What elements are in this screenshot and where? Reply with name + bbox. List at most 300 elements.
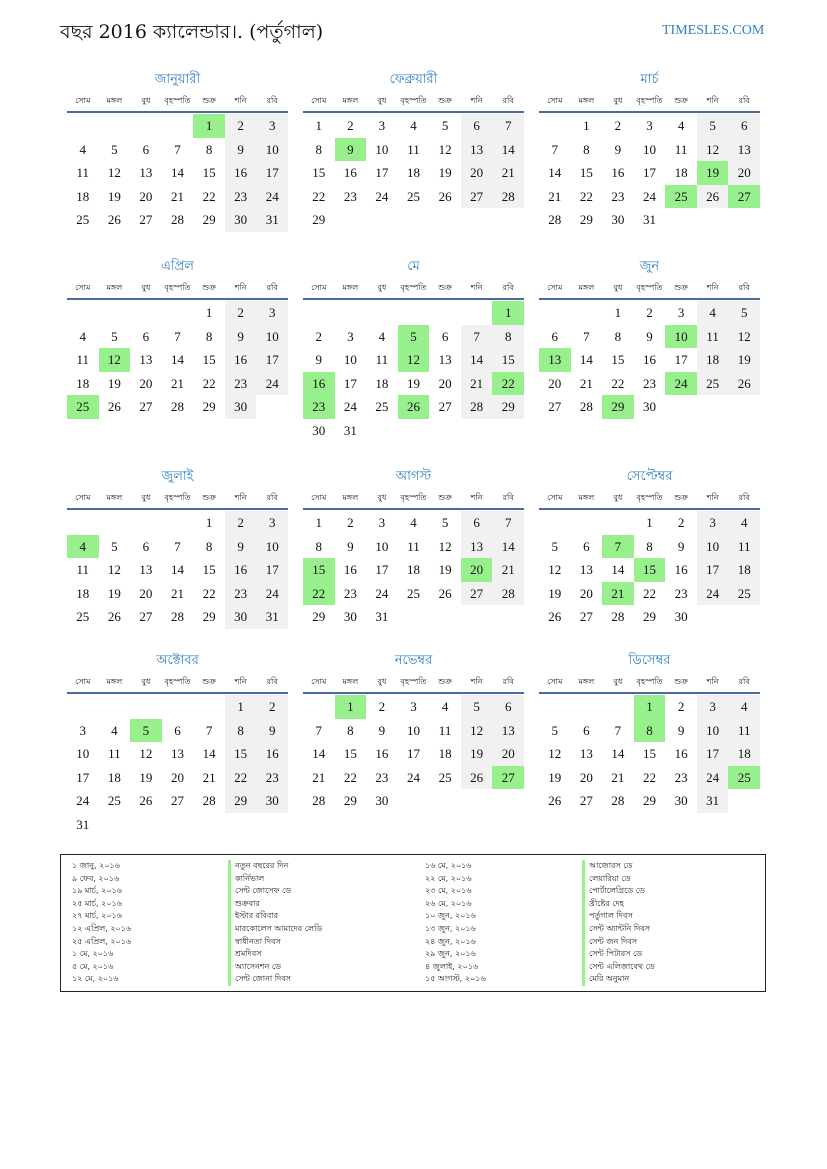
day-cell[interactable]: 12 xyxy=(99,348,131,372)
day-cell[interactable]: 9 xyxy=(347,538,354,554)
day-cell[interactable]: 13 xyxy=(438,352,452,367)
day-cell[interactable]: 15 xyxy=(579,165,593,180)
day-cell[interactable]: 23 xyxy=(674,585,688,601)
day-cell[interactable]: 15 xyxy=(202,352,216,367)
day-cell[interactable]: 18 xyxy=(107,769,121,785)
day-cell[interactable]: 16 xyxy=(674,562,688,577)
day-cell[interactable]: 4 xyxy=(111,722,118,738)
day-cell[interactable]: 6 xyxy=(441,328,449,344)
day-cell[interactable]: 5 xyxy=(111,538,118,554)
day-cell[interactable]: 23 xyxy=(225,372,257,396)
day-cell[interactable]: 27 xyxy=(139,212,153,227)
day-cell[interactable]: 25 xyxy=(406,585,420,601)
brand-link[interactable]: TIMESLES.COM xyxy=(662,23,765,38)
day-cell[interactable]: 13 xyxy=(461,535,493,559)
day-cell[interactable]: 10 xyxy=(256,138,288,162)
day-cell[interactable]: 26 xyxy=(107,212,121,227)
day-cell[interactable]: 11 xyxy=(76,352,90,367)
day-cell[interactable]: 27 xyxy=(492,766,524,790)
day-cell[interactable]: 20 xyxy=(492,742,524,766)
day-cell[interactable]: 25 xyxy=(728,766,760,790)
day-cell[interactable]: 12 xyxy=(461,719,493,743)
day-cell[interactable]: 5 xyxy=(441,515,449,530)
day-cell[interactable]: 22 xyxy=(611,375,625,391)
day-cell[interactable]: 18 xyxy=(375,375,389,391)
day-cell[interactable]: 15 xyxy=(492,348,524,372)
day-cell[interactable]: 4 xyxy=(728,511,760,535)
day-cell[interactable]: 13 xyxy=(139,562,153,577)
day-cell[interactable]: 4 xyxy=(677,118,685,133)
day-cell[interactable]: 4 xyxy=(441,699,449,714)
day-cell[interactable]: 19 xyxy=(107,375,121,391)
day-cell[interactable]: 13 xyxy=(139,352,153,367)
day-cell[interactable]: 3 xyxy=(378,118,386,133)
day-cell[interactable]: 20 xyxy=(139,585,153,601)
day-cell[interactable]: 12 xyxy=(107,562,121,577)
day-cell[interactable]: 19 xyxy=(697,161,729,185)
day-cell[interactable]: 13 xyxy=(539,348,571,372)
day-cell[interactable]: 20 xyxy=(139,375,153,391)
day-cell[interactable]: 15 xyxy=(202,165,216,180)
day-cell[interactable]: 22 xyxy=(492,372,524,396)
day-cell[interactable]: 11 xyxy=(438,722,452,738)
day-cell[interactable]: 24 xyxy=(665,372,697,396)
day-cell[interactable]: 21 xyxy=(170,585,184,601)
day-cell[interactable]: 2 xyxy=(677,515,685,530)
day-cell[interactable]: 25 xyxy=(665,185,697,209)
day-cell[interactable]: 5 xyxy=(728,301,760,325)
day-cell[interactable]: 24 xyxy=(256,185,288,209)
day-cell[interactable]: 16 xyxy=(674,746,688,761)
day-cell[interactable]: 29 xyxy=(202,399,216,414)
day-cell[interactable]: 5 xyxy=(398,325,430,349)
day-cell[interactable]: 1 xyxy=(646,515,653,530)
day-cell[interactable]: 9 xyxy=(646,328,653,344)
day-cell[interactable]: 2 xyxy=(225,301,257,325)
day-cell[interactable]: 25 xyxy=(697,372,729,396)
day-cell[interactable]: 7 xyxy=(551,141,559,157)
day-cell[interactable]: 6 xyxy=(142,141,150,157)
day-cell[interactable]: 28 xyxy=(548,212,562,227)
day-cell[interactable]: 26 xyxy=(548,609,562,624)
day-cell[interactable]: 3 xyxy=(256,301,288,325)
day-cell[interactable]: 11 xyxy=(674,141,688,157)
day-cell[interactable]: 17 xyxy=(375,562,389,577)
day-cell[interactable]: 7 xyxy=(174,538,181,554)
day-cell[interactable]: 1 xyxy=(492,301,524,325)
day-cell[interactable]: 11 xyxy=(108,746,121,761)
day-cell[interactable]: 29 xyxy=(642,609,656,624)
day-cell[interactable]: 19 xyxy=(728,348,760,372)
day-cell[interactable]: 29 xyxy=(602,395,634,419)
day-cell[interactable]: 2 xyxy=(256,695,288,719)
day-cell[interactable]: 3 xyxy=(256,114,288,138)
day-cell[interactable]: 20 xyxy=(139,188,153,204)
day-cell[interactable]: 9 xyxy=(677,722,685,738)
day-cell[interactable]: 16 xyxy=(256,742,288,766)
day-cell[interactable]: 23 xyxy=(343,188,357,204)
day-cell[interactable]: 6 xyxy=(142,328,150,344)
day-cell[interactable]: 8 xyxy=(205,141,213,157)
day-cell[interactable]: 19 xyxy=(107,585,121,601)
day-cell[interactable]: 16 xyxy=(343,562,357,577)
day-cell[interactable]: 14 xyxy=(548,165,562,180)
day-cell[interactable]: 15 xyxy=(202,562,216,577)
day-cell[interactable]: 28 xyxy=(611,609,625,624)
day-cell[interactable]: 17 xyxy=(256,348,288,372)
day-cell[interactable]: 7 xyxy=(461,325,493,349)
day-cell[interactable]: 7 xyxy=(614,722,622,738)
day-cell[interactable]: 2 xyxy=(347,515,354,530)
day-cell[interactable]: 21 xyxy=(611,769,625,785)
day-cell[interactable]: 9 xyxy=(315,352,323,367)
day-cell[interactable]: 21 xyxy=(579,375,593,391)
day-cell[interactable]: 8 xyxy=(315,141,323,157)
day-cell[interactable]: 14 xyxy=(170,352,184,367)
day-cell[interactable]: 19 xyxy=(548,769,562,785)
day-cell[interactable]: 31 xyxy=(697,789,729,813)
day-cell[interactable]: 28 xyxy=(170,609,184,624)
day-cell[interactable]: 10 xyxy=(256,535,288,559)
day-cell[interactable]: 1 xyxy=(634,695,666,719)
day-cell[interactable]: 4 xyxy=(697,301,729,325)
day-cell[interactable]: 4 xyxy=(728,695,760,719)
day-cell[interactable]: 13 xyxy=(492,719,524,743)
day-cell[interactable]: 9 xyxy=(256,719,288,743)
day-cell[interactable]: 12 xyxy=(548,746,562,761)
day-cell[interactable]: 4 xyxy=(378,328,386,344)
day-cell[interactable]: 30 xyxy=(642,399,656,414)
day-cell[interactable]: 20 xyxy=(728,161,760,185)
day-cell[interactable]: 17 xyxy=(697,742,729,766)
day-cell[interactable]: 9 xyxy=(335,138,367,162)
day-cell[interactable]: 27 xyxy=(579,609,593,624)
day-cell[interactable]: 7 xyxy=(315,722,323,738)
day-cell[interactable]: 18 xyxy=(76,375,90,391)
day-cell[interactable]: 30 xyxy=(375,793,389,808)
day-cell[interactable]: 19 xyxy=(107,188,121,204)
day-cell[interactable]: 28 xyxy=(492,582,524,606)
day-cell[interactable]: 17 xyxy=(256,558,288,582)
day-cell[interactable]: 17 xyxy=(697,558,729,582)
day-cell[interactable]: 24 xyxy=(343,399,357,414)
day-cell[interactable]: 22 xyxy=(303,582,335,606)
day-cell[interactable]: 21 xyxy=(312,769,326,785)
day-cell[interactable]: 27 xyxy=(461,582,493,606)
day-cell[interactable]: 11 xyxy=(76,562,90,577)
day-cell[interactable]: 8 xyxy=(225,719,257,743)
day-cell[interactable]: 12 xyxy=(398,348,430,372)
day-cell[interactable]: 22 xyxy=(202,188,216,204)
day-cell[interactable]: 8 xyxy=(614,328,622,344)
day-cell[interactable]: 16 xyxy=(343,165,357,180)
day-cell[interactable]: 23 xyxy=(256,766,288,790)
day-cell[interactable]: 10 xyxy=(375,538,389,554)
day-cell[interactable]: 6 xyxy=(492,695,524,719)
day-cell[interactable]: 10 xyxy=(375,141,389,157)
day-cell[interactable]: 26 xyxy=(107,609,121,624)
day-cell[interactable]: 22 xyxy=(642,585,656,601)
day-cell[interactable]: 1 xyxy=(335,695,367,719)
day-cell[interactable]: 28 xyxy=(170,212,184,227)
day-cell[interactable]: 1 xyxy=(205,305,213,320)
day-cell[interactable]: 26 xyxy=(461,766,493,790)
day-cell[interactable]: 29 xyxy=(312,212,326,227)
day-cell[interactable]: 3 xyxy=(697,695,729,719)
day-cell[interactable]: 26 xyxy=(438,188,452,204)
day-cell[interactable]: 3 xyxy=(646,118,653,133)
day-cell[interactable]: 6 xyxy=(174,722,181,738)
day-cell[interactable]: 7 xyxy=(205,722,213,738)
day-cell[interactable]: 1 xyxy=(205,515,213,530)
day-cell[interactable]: 26 xyxy=(398,395,430,419)
day-cell[interactable]: 3 xyxy=(256,511,288,535)
day-cell[interactable]: 11 xyxy=(407,538,420,554)
day-cell[interactable]: 3 xyxy=(378,515,386,530)
day-cell[interactable]: 16 xyxy=(642,352,656,367)
day-cell[interactable]: 10 xyxy=(697,535,729,559)
day-cell[interactable]: 26 xyxy=(728,372,760,396)
day-cell[interactable]: 8 xyxy=(646,538,653,554)
day-cell[interactable]: 21 xyxy=(492,161,524,185)
day-cell[interactable]: 23 xyxy=(225,185,257,209)
day-cell[interactable]: 5 xyxy=(461,695,493,719)
day-cell[interactable]: 7 xyxy=(492,114,524,138)
day-cell[interactable]: 30 xyxy=(674,609,688,624)
day-cell[interactable]: 7 xyxy=(174,328,181,344)
day-cell[interactable]: 5 xyxy=(111,141,118,157)
day-cell[interactable]: 8 xyxy=(205,328,213,344)
day-cell[interactable]: 15 xyxy=(312,165,326,180)
day-cell[interactable]: 4 xyxy=(79,328,87,344)
day-cell[interactable]: 30 xyxy=(225,605,257,629)
day-cell[interactable]: 3 xyxy=(697,511,729,535)
day-cell[interactable]: 30 xyxy=(343,609,357,624)
day-cell[interactable]: 30 xyxy=(611,212,625,227)
day-cell[interactable]: 27 xyxy=(728,185,760,209)
day-cell[interactable]: 21 xyxy=(492,558,524,582)
day-cell[interactable]: 29 xyxy=(343,793,357,808)
day-cell[interactable]: 23 xyxy=(611,188,625,204)
day-cell[interactable]: 12 xyxy=(728,325,760,349)
day-cell[interactable]: 22 xyxy=(202,375,216,391)
day-cell[interactable]: 2 xyxy=(677,699,685,714)
day-cell[interactable]: 1 xyxy=(193,114,225,138)
day-cell[interactable]: 31 xyxy=(375,609,389,624)
day-cell[interactable]: 17 xyxy=(76,769,90,785)
day-cell[interactable]: 29 xyxy=(312,609,326,624)
day-cell[interactable]: 28 xyxy=(312,793,326,808)
day-cell[interactable]: 28 xyxy=(170,399,184,414)
day-cell[interactable]: 1 xyxy=(315,118,323,133)
day-cell[interactable]: 6 xyxy=(583,722,590,738)
day-cell[interactable]: 19 xyxy=(438,562,452,577)
day-cell[interactable]: 28 xyxy=(611,793,625,808)
day-cell[interactable]: 13 xyxy=(579,746,593,761)
day-cell[interactable]: 2 xyxy=(225,511,257,535)
day-cell[interactable]: 5 xyxy=(441,118,449,133)
day-cell[interactable]: 10 xyxy=(697,719,729,743)
day-cell[interactable]: 20 xyxy=(170,769,184,785)
day-cell[interactable]: 25 xyxy=(76,212,90,227)
day-cell[interactable]: 17 xyxy=(256,161,288,185)
day-cell[interactable]: 28 xyxy=(492,185,524,209)
day-cell[interactable]: 17 xyxy=(343,375,357,391)
day-cell[interactable]: 12 xyxy=(139,746,153,761)
day-cell[interactable]: 24 xyxy=(697,582,729,606)
day-cell[interactable]: 23 xyxy=(375,769,389,785)
day-cell[interactable]: 2 xyxy=(347,118,354,133)
day-cell[interactable]: 24 xyxy=(375,585,389,601)
day-cell[interactable]: 26 xyxy=(438,585,452,601)
day-cell[interactable]: 30 xyxy=(674,793,688,808)
day-cell[interactable]: 5 xyxy=(551,722,559,738)
day-cell[interactable]: 9 xyxy=(225,325,257,349)
day-cell[interactable]: 8 xyxy=(315,538,323,554)
day-cell[interactable]: 31 xyxy=(256,605,288,629)
day-cell[interactable]: 18 xyxy=(674,165,688,180)
day-cell[interactable]: 10 xyxy=(665,325,697,349)
day-cell[interactable]: 21 xyxy=(548,188,562,204)
day-cell[interactable]: 22 xyxy=(312,188,326,204)
day-cell[interactable]: 10 xyxy=(256,325,288,349)
day-cell[interactable]: 29 xyxy=(202,212,216,227)
day-cell[interactable]: 16 xyxy=(375,746,389,761)
day-cell[interactable]: 24 xyxy=(406,769,420,785)
day-cell[interactable]: 14 xyxy=(611,746,625,761)
day-cell[interactable]: 19 xyxy=(461,742,493,766)
day-cell[interactable]: 15 xyxy=(343,746,357,761)
day-cell[interactable]: 31 xyxy=(76,816,90,832)
day-cell[interactable]: 25 xyxy=(76,609,90,624)
day-cell[interactable]: 17 xyxy=(674,352,688,367)
day-cell[interactable]: 29 xyxy=(492,395,524,419)
day-cell[interactable]: 7 xyxy=(602,535,634,559)
day-cell[interactable]: 14 xyxy=(312,746,326,761)
day-cell[interactable]: 5 xyxy=(130,719,162,743)
day-cell[interactable]: 27 xyxy=(170,793,184,808)
day-cell[interactable]: 25 xyxy=(375,399,389,414)
day-cell[interactable]: 10 xyxy=(76,746,90,761)
day-cell[interactable]: 11 xyxy=(697,325,729,349)
day-cell[interactable]: 3 xyxy=(410,699,417,714)
day-cell[interactable]: 18 xyxy=(728,558,760,582)
day-cell[interactable]: 6 xyxy=(142,538,150,554)
day-cell[interactable]: 29 xyxy=(202,609,216,624)
day-cell[interactable]: 1 xyxy=(583,118,590,133)
day-cell[interactable]: 26 xyxy=(107,399,121,414)
day-cell[interactable]: 30 xyxy=(312,422,326,438)
day-cell[interactable]: 12 xyxy=(107,165,121,180)
day-cell[interactable]: 7 xyxy=(492,511,524,535)
day-cell[interactable]: 11 xyxy=(728,719,760,743)
day-cell[interactable]: 6 xyxy=(551,328,559,344)
day-cell[interactable]: 18 xyxy=(406,165,420,180)
day-cell[interactable]: 27 xyxy=(461,185,493,209)
day-cell[interactable]: 28 xyxy=(202,793,216,808)
day-cell[interactable]: 19 xyxy=(406,375,420,391)
day-cell[interactable]: 15 xyxy=(303,558,335,582)
day-cell[interactable]: 17 xyxy=(375,165,389,180)
day-cell[interactable]: 14 xyxy=(202,746,216,761)
day-cell[interactable]: 23 xyxy=(642,375,656,391)
day-cell[interactable]: 15 xyxy=(642,746,656,761)
day-cell[interactable]: 3 xyxy=(79,722,87,738)
day-cell[interactable]: 8 xyxy=(347,722,354,738)
day-cell[interactable]: 27 xyxy=(139,609,153,624)
day-cell[interactable]: 6 xyxy=(461,114,493,138)
day-cell[interactable]: 10 xyxy=(642,141,656,157)
day-cell[interactable]: 9 xyxy=(225,138,257,162)
day-cell[interactable]: 16 xyxy=(611,165,625,180)
day-cell[interactable]: 6 xyxy=(461,511,493,535)
day-cell[interactable]: 20 xyxy=(461,161,493,185)
day-cell[interactable]: 3 xyxy=(347,328,354,344)
day-cell[interactable]: 26 xyxy=(697,185,729,209)
day-cell[interactable]: 20 xyxy=(548,375,562,391)
day-cell[interactable]: 6 xyxy=(583,538,590,554)
day-cell[interactable]: 6 xyxy=(728,114,760,138)
day-cell[interactable]: 14 xyxy=(492,138,524,162)
day-cell[interactable]: 18 xyxy=(697,348,729,372)
day-cell[interactable]: 20 xyxy=(438,375,452,391)
day-cell[interactable]: 2 xyxy=(646,305,653,320)
day-cell[interactable]: 13 xyxy=(461,138,493,162)
day-cell[interactable]: 22 xyxy=(225,766,257,790)
day-cell[interactable]: 28 xyxy=(461,395,493,419)
day-cell[interactable]: 30 xyxy=(256,789,288,813)
day-cell[interactable]: 25 xyxy=(67,395,99,419)
day-cell[interactable]: 11 xyxy=(375,352,389,367)
day-cell[interactable]: 29 xyxy=(642,793,656,808)
day-cell[interactable]: 24 xyxy=(375,188,389,204)
day-cell[interactable]: 24 xyxy=(697,766,729,790)
day-cell[interactable]: 16 xyxy=(303,372,335,396)
day-cell[interactable]: 4 xyxy=(410,118,417,133)
day-cell[interactable]: 8 xyxy=(583,141,590,157)
day-cell[interactable]: 27 xyxy=(139,399,153,414)
day-cell[interactable]: 1 xyxy=(614,305,622,320)
day-cell[interactable]: 15 xyxy=(634,558,666,582)
day-cell[interactable]: 25 xyxy=(406,188,420,204)
day-cell[interactable]: 13 xyxy=(139,165,153,180)
day-cell[interactable]: 22 xyxy=(343,769,357,785)
day-cell[interactable]: 24 xyxy=(256,372,288,396)
day-cell[interactable]: 12 xyxy=(438,141,452,157)
day-cell[interactable]: 24 xyxy=(256,582,288,606)
day-cell[interactable]: 27 xyxy=(548,399,562,414)
day-cell[interactable]: 19 xyxy=(139,769,153,785)
day-cell[interactable]: 29 xyxy=(225,789,257,813)
day-cell[interactable]: 25 xyxy=(438,769,452,785)
day-cell[interactable]: 2 xyxy=(315,328,323,344)
day-cell[interactable]: 8 xyxy=(634,719,666,743)
day-cell[interactable]: 11 xyxy=(728,535,760,559)
day-cell[interactable]: 31 xyxy=(343,422,357,438)
day-cell[interactable]: 1 xyxy=(315,515,323,530)
day-cell[interactable]: 31 xyxy=(642,212,656,227)
day-cell[interactable]: 22 xyxy=(202,585,216,601)
day-cell[interactable]: 5 xyxy=(551,538,559,554)
day-cell[interactable]: 18 xyxy=(76,188,90,204)
day-cell[interactable]: 18 xyxy=(76,585,90,601)
day-cell[interactable]: 8 xyxy=(492,325,524,349)
day-cell[interactable]: 5 xyxy=(111,328,118,344)
day-cell[interactable]: 7 xyxy=(174,141,181,157)
day-cell[interactable]: 14 xyxy=(170,165,184,180)
day-cell[interactable]: 22 xyxy=(642,769,656,785)
day-cell[interactable]: 2 xyxy=(225,114,257,138)
